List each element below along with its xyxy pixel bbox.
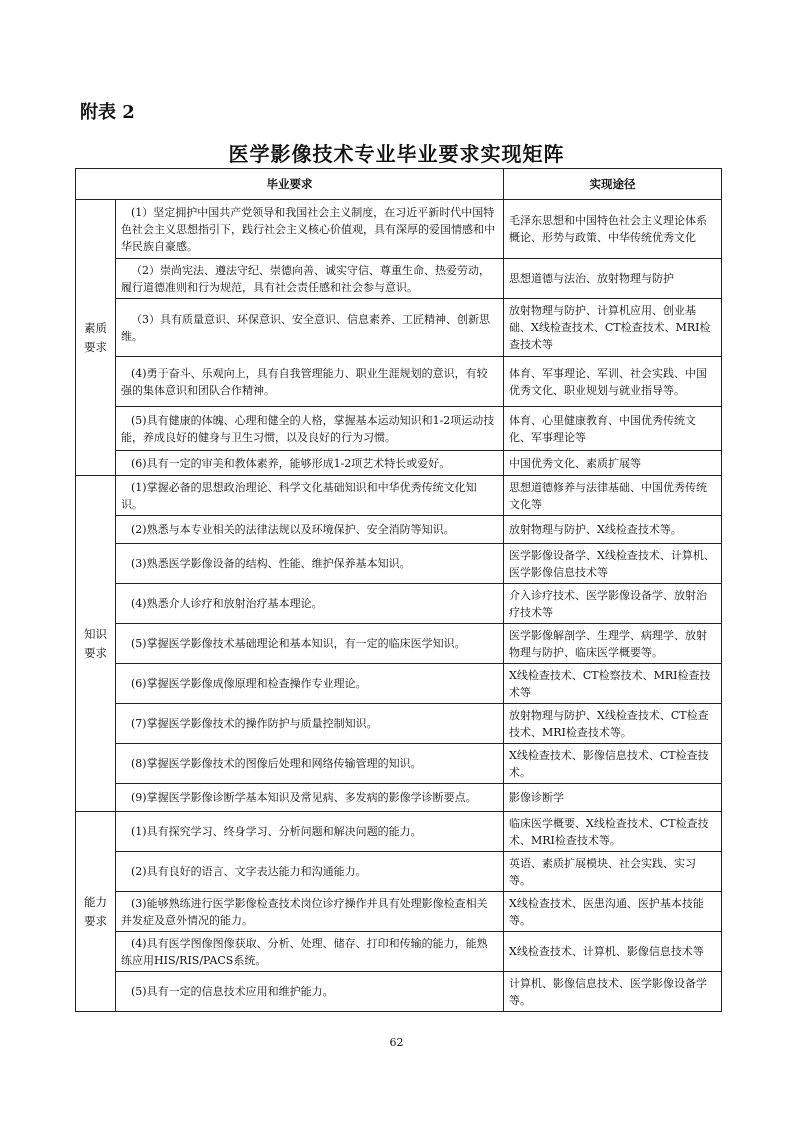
table-row [76, 744, 722, 784]
requirement-cell: (5)具有一定的信息技术应用和维护能力。 [116, 972, 504, 1012]
path-cell: X线检查技术、CT检察技术、MRI检查技术等 [504, 664, 722, 704]
category-label-line1: 知识 [84, 626, 107, 641]
path-cell: X线检查技术、影像信息技术、CT检查技术。 [504, 744, 722, 784]
requirement-cell: (4)勇于奋斗、乐观向上，具有自我管理能力、职业生涯规划的意识，有较强的集体意识和团队合作精神。 [116, 357, 504, 407]
table-row [76, 407, 722, 451]
category-label-line2: 要求 [84, 339, 107, 354]
path-cell: 中国优秀文化、素质扩展等 [504, 451, 722, 476]
requirement-cell: (1)掌握必备的思想政治理论、科学文化基础知识和中华优秀传统文化知识。 [116, 476, 504, 516]
path-cell: 体育、军事理论、军训、社会实践、中国优秀文化、职业规划与就业指导等。 [504, 357, 722, 407]
requirement-cell: (3)能够熟练进行医学影像检查技术岗位诊疗操作并具有处理影像检查相关并发症及意外情况的能力。 [116, 892, 504, 932]
table-row [76, 516, 722, 544]
path-cell: 影像诊断学 [504, 784, 722, 812]
table-header-row [76, 169, 722, 200]
requirement-cell: (6)掌握医学影像成像原理和检查操作专业理论。 [116, 664, 504, 704]
table-row [76, 584, 722, 624]
header-path: 实现途径 [504, 169, 722, 200]
requirement-cell: (1)具有探究学习、终身学习、分析问题和解决问题的能力。 [116, 812, 504, 852]
path-cell: 毛泽东思想和中国特色社会主义理论体系概论、形势与政策、中华传统优秀文化 [504, 200, 722, 259]
table-row [76, 357, 722, 407]
path-cell: 临床医学概要、X线检查技术、CT检查技术、MRI检查技术等。 [504, 812, 722, 852]
path-cell: 思想道德修养与法律基础、中国优秀传统文化等 [504, 476, 722, 516]
table-row [76, 704, 722, 744]
requirement-cell: (9)掌握医学影像诊断学基本知识及常见病、多发病的影像学诊断要点。 [116, 784, 504, 812]
table-row [76, 972, 722, 1012]
appendix-label: 附表 2 [80, 102, 135, 123]
table-row [76, 932, 722, 972]
path-cell: 体育、心里健康教育、中国优秀传统文化、军事理论等 [504, 407, 722, 451]
table-row [76, 544, 722, 584]
category-knowledge [76, 476, 116, 812]
path-cell: 英语、素质扩展模块、社会实践、实习等。 [504, 852, 722, 892]
requirement-cell: (6)具有一定的审美和教体素养，能够形成1-2项艺术特长或爱好。 [116, 451, 504, 476]
table-row [76, 451, 722, 476]
requirement-cell: (5)掌握医学影像技术基础理论和基本知识，有一定的临床医学知识。 [116, 624, 504, 664]
table-row [76, 476, 722, 516]
table-row [76, 299, 722, 357]
path-cell: 放射物理与防护、X线检查技术等。 [504, 516, 722, 544]
table-row [76, 259, 722, 299]
requirement-cell: （3）具有质量意识、环保意识、安全意识、信息素养、工匠精神、创新思维。 [116, 299, 504, 357]
category-quality [76, 200, 116, 476]
category-label-line1: 能力 [84, 894, 107, 909]
requirement-cell: (4)具有医学图像图像获取、分析、处理、储存、打印和传输的能力，能熟练应用HIS/RIS/PACS系统。 [116, 932, 504, 972]
category-label-line2: 要求 [84, 645, 107, 660]
requirement-cell: (4)熟悉介人诊疗和放射治疗基本理论。 [116, 584, 504, 624]
path-cell: 放射物理与防护、X线检查技术、CT检查技术、MRI检查技术等。 [504, 704, 722, 744]
path-cell: 思想道德与法治、放射物理与防护 [504, 259, 722, 299]
path-cell: 介入诊疗技术、医学影像设备学、放射治疗技术等 [504, 584, 722, 624]
table-row [76, 200, 722, 259]
path-cell: 医学影像解剖学、生理学、病理学、放射物理与防护、临床医学概要等。 [504, 624, 722, 664]
requirement-cell: (1）坚定拥护中国共产党领导和我国社会主义制度，在习近平新时代中国特色社会主义思想指引下，践行社会主义核心价值观，具有深厚的爱国情感和中华民族自豪感。 [116, 200, 504, 259]
category-ability [76, 812, 116, 1012]
path-cell: 放射物理与防护、计算机应用、创业基础、X线检查技术、CT检查技术、MRI检查技术等 [504, 299, 722, 357]
path-cell: 计算机、影像信息技术、医学影像设备学等。 [504, 972, 722, 1012]
requirement-cell: (7)掌握医学影像技术的操作防护与质量控制知识。 [116, 704, 504, 744]
requirement-cell: (2)熟悉与本专业相关的法律法规以及环境保护、安全消防等知识。 [116, 516, 504, 544]
table-row [76, 664, 722, 704]
requirement-cell: (3)熟悉医学影像设备的结构、性能、维护保养基本知识。 [116, 544, 504, 584]
table-row [76, 892, 722, 932]
requirements-matrix-table [75, 168, 722, 1012]
header-requirement: 毕业要求 [76, 169, 504, 200]
requirement-cell: (2)具有良好的语言、文字表达能力和沟通能力。 [116, 852, 504, 892]
path-cell: X线检查技术、医患沟通、医护基本技能等。 [504, 892, 722, 932]
table-row [76, 784, 722, 812]
page-title: 医学影像技术专业毕业要求实现矩阵 [228, 142, 565, 166]
table-row [76, 812, 722, 852]
path-cell: 医学影像设备学、X线检查技术、计算机、医学影像信息技术等 [504, 544, 722, 584]
category-label-line1: 素质 [84, 320, 107, 335]
requirement-cell: (5)具有健康的体魄、心理和健全的人格，掌握基本运动知识和1-2项运动技能，养成良好的健身与卫生习惯，以及良好的行为习惯。 [116, 407, 504, 451]
table-row [76, 624, 722, 664]
requirement-cell: (8)掌握医学影像技术的图像后处理和网络传输管理的知识。 [116, 744, 504, 784]
table-row [76, 852, 722, 892]
requirement-cell: （2）崇尚宪法、遵法守纪、崇德向善、诚实守信、尊重生命、热爱劳动，履行道德准则和行为规范，具有社会责任感和社会参与意识。 [116, 259, 504, 299]
category-label-line2: 要求 [84, 913, 107, 928]
path-cell: X线检查技术、计算机、影像信息技术等 [504, 932, 722, 972]
page-number: 62 [389, 1036, 404, 1049]
